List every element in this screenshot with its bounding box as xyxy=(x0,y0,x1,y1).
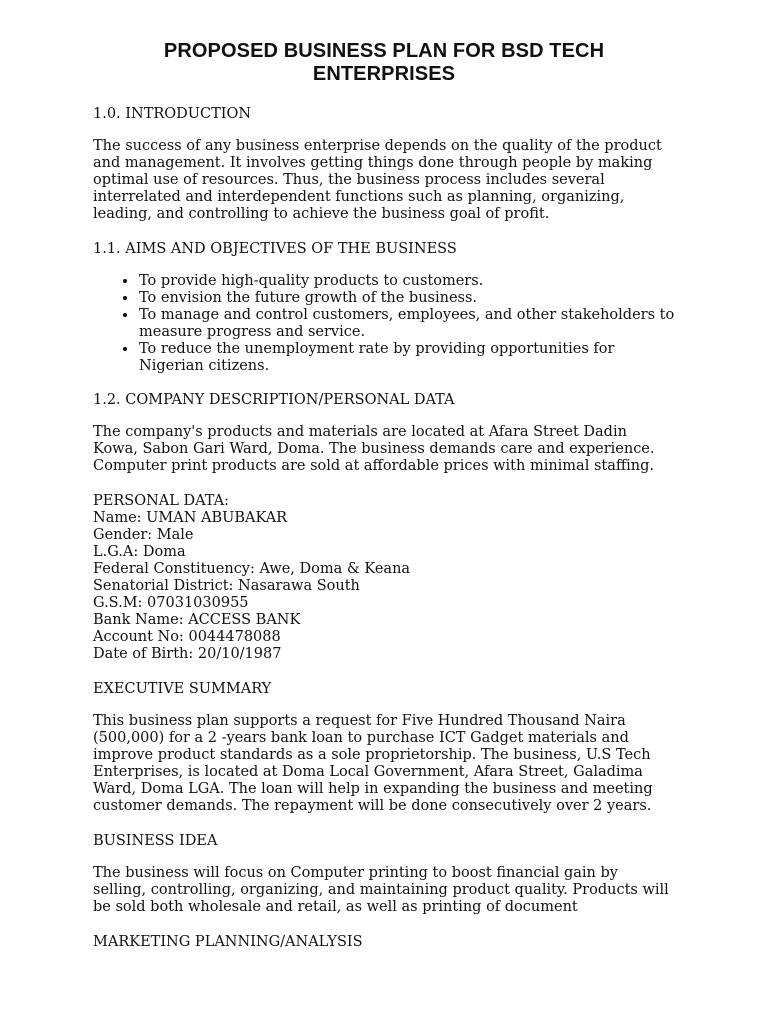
introduction-paragraph: The success of any business enterprise depends on the quality of the product and management. It involves getting things done through people by making optimal use of resources. Thus, the business process includes several interrelated and interdependent functions such as planning, organizing, leading, and controlling to achieve the business goal of profit. xyxy=(93,138,662,222)
introduction-heading: 1.0. INTRODUCTION xyxy=(93,106,252,122)
executive-summary-paragraph: This business plan supports a request for Five Hundred Thousand Naira (500,000) for a 2 -years bank loan to purchase ICT Gadget materials and improve product standards as a sole proprietorship. The business, U.S Tech Enterprises, is located at Doma Local Government, Afara Street, Galadima Ward, Doma LGA. The loan will help in expanding the business and meeting customer demands. The repayment will be done consecutively over 2 years. xyxy=(93,713,653,814)
personal-data-gsm: G.S.M: 07031030955 xyxy=(93,595,249,611)
marketing-heading: MARKETING PLANNING/ANALYSIS xyxy=(93,934,363,950)
business-idea-heading: BUSINESS IDEA xyxy=(93,833,218,849)
personal-data-bank-name: Bank Name: ACCESS BANK xyxy=(93,612,301,628)
personal-data-lga: L.G.A: Doma xyxy=(93,544,186,560)
personal-data-name: Name: UMAN ABUBAKAR xyxy=(93,510,288,526)
document-title: PROPOSED BUSINESS PLAN FOR BSD TECH ENTERPRISES xyxy=(163,40,605,85)
personal-data-senatorial-district: Senatorial District: Nasarawa South xyxy=(93,578,360,594)
personal-data-gender: Gender: Male xyxy=(93,527,194,543)
personal-data-heading: PERSONAL DATA: xyxy=(93,493,230,509)
aims-heading: 1.1. AIMS AND OBJECTIVES OF THE BUSINESS xyxy=(93,241,457,257)
personal-data-account-no: Account No: 0044478088 xyxy=(93,629,281,645)
executive-summary-heading: EXECUTIVE SUMMARY xyxy=(93,681,272,697)
company-paragraph: The company's products and materials are located at Afara Street Dadin Kowa, Sabon Gari Ward, Doma. The business demands care and experience. Computer print products are sold at affordable prices with minimal staffing. xyxy=(93,424,655,474)
business-idea-paragraph: The business will focus on Computer printing to boost financial gain by selling, controlling, organizing, and maintaining product quality. Products will be sold both wholesale and retail, as well as printing of document xyxy=(93,865,669,915)
aims-list xyxy=(93,273,675,375)
personal-data-constituency: Federal Constituency: Awe, Doma & Keana xyxy=(93,561,411,577)
personal-data-date-of-birth: Date of Birth: 20/10/1987 xyxy=(93,646,282,662)
aims-list-item: • To reduce the unemployment rate by providing opportunities for Nigerian citizens. xyxy=(138,341,675,375)
aims-list-item: • To provide high-quality products to customers. xyxy=(138,273,675,290)
aims-list-item: • To manage and control customers, employees, and other stakeholders to measure progress and service. xyxy=(138,307,675,341)
company-heading: 1.2. COMPANY DESCRIPTION/PERSONAL DATA xyxy=(93,392,455,408)
aims-list-item: • To envision the future growth of the business. xyxy=(138,290,675,307)
personal-data-block xyxy=(93,493,675,663)
